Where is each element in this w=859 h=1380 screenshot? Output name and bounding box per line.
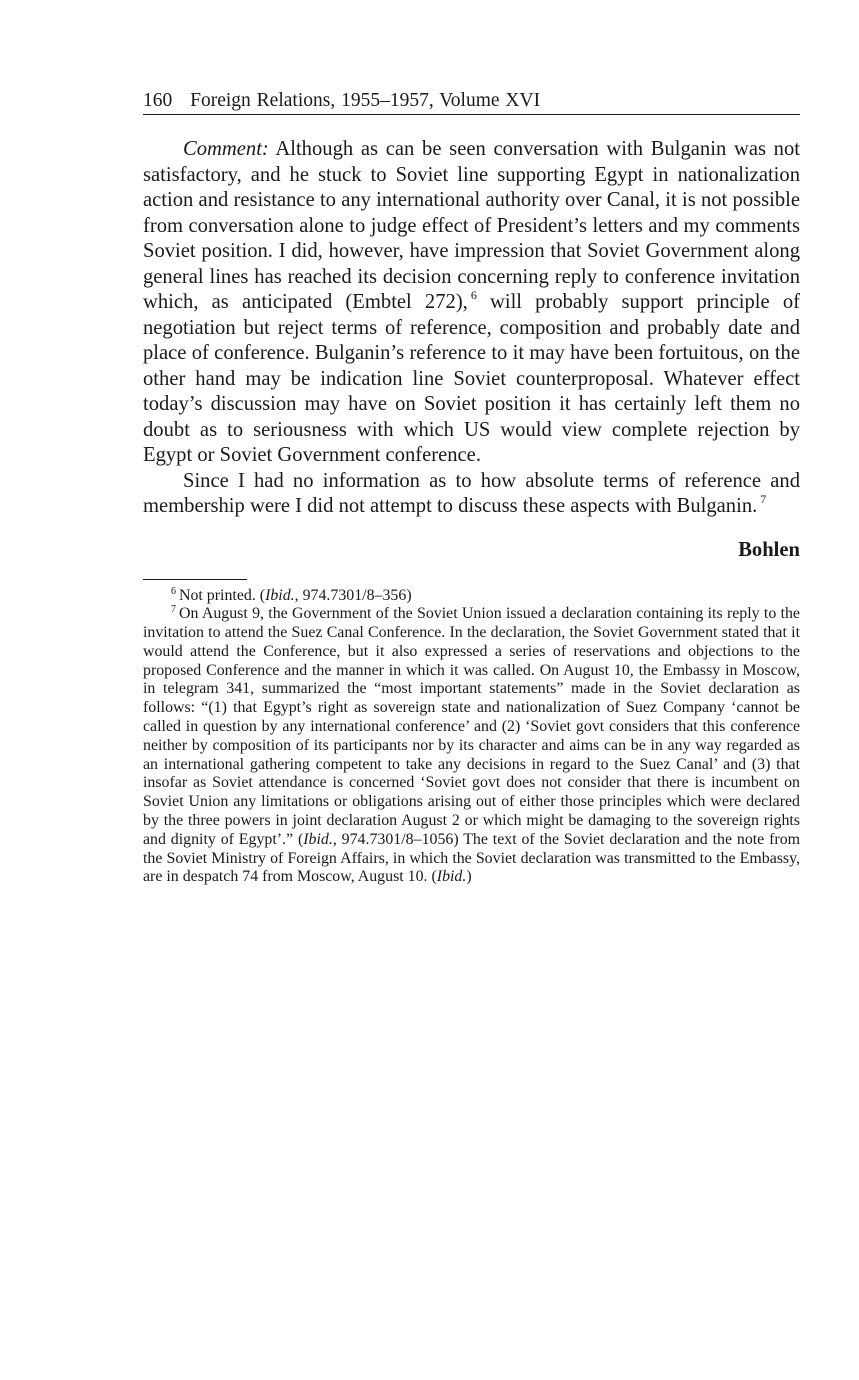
footnote-text: , 974.7301/8–1056) The text of the Soviet declaration and the note from the Soviet Ministry of Foreign Affairs, in which the Soviet declaration was transmitted to the Embassy, are in despatch 74 from Moscow, August 10. ( xyxy=(143,830,800,886)
footnote-divider xyxy=(143,579,247,580)
paragraph-text: Although as can be seen conversation with Bulganin was not satisfactory, and he stuck to Soviet line supporting Egypt in nationalization action and resistance to any international authority over Canal, it is not possible from conversation alone to judge effect of President’s letters and my comments Soviet position. I did, however, have impression that Soviet Government along general lines has reached its decision concerning reply to conference invitation which, as anticipated (Embtel 272), xyxy=(143,138,800,313)
running-header xyxy=(143,88,800,115)
footnote-7 xyxy=(143,605,800,887)
footnote-marker: 6 xyxy=(171,585,176,597)
main-text xyxy=(143,137,800,520)
footnote-marker: 7 xyxy=(171,604,176,616)
paragraph-since xyxy=(143,469,800,520)
footnote-text: ) xyxy=(466,868,472,886)
page-number: 160 xyxy=(143,90,173,111)
footnote-text: Not printed. ( xyxy=(179,586,266,604)
footnote-text: On August 9, the Government of the Soviet Union issued a declaration containing its reply to the invitation to attend the Suez Canal Conference. In the declaration, the Soviet Government stated that it would attend the Conference, but it also expressed a series of reservations and objections to the proposed Conference and the manner in which it was called. On August 10, the Embassy in Moscow, in telegram 341, summarized the “most important statements” made in the Soviet declaration as follows: “(1) that Egypt’s right as sovereign state and nationalization of Suez Company ‘cannot be called in question by any international conference’ and (2) ‘Soviet govt considers that this conference neither by composition of its participants nor by its character and aims can be in any way regarded as an international gathering competent to take any decisions in regard to the Suez Canal’ and (3) that insofar as Soviet attendance is concerned ‘Soviet govt does not consider that there is incumbent on Soviet Union any limitations or obligations arising out of either those principles which were declared by the three powers in joint declaration August 2 or which might be damaging to the sovereign rights and dignity of Egypt’.” ( xyxy=(143,605,800,848)
signature: Bohlen xyxy=(738,538,800,561)
footnote-ibid: Ibid. xyxy=(265,586,295,604)
footnote-text: , 974.7301/8–356) xyxy=(294,586,412,604)
running-title: Foreign Relations, 1955–1957, Volume XVI xyxy=(190,90,541,111)
footnote-ibid: Ibid. xyxy=(303,830,333,848)
footnotes xyxy=(143,587,800,888)
footnote-ref-6[interactable]: 6 xyxy=(470,288,477,302)
comment-label: Comment: xyxy=(183,138,269,160)
paragraph-text: will probably support principle of negotiation but reject terms of reference, composition and probably date and place of conference. Bulganin’s reference to it may have been fortuitous, on the other hand may be indication line Soviet counterproposal. Whatever effect today’s discussion may have on Soviet position it has certainly left them no doubt as to seriousness with which US would view complete rejection by Egypt or Soviet Government conference. xyxy=(143,291,800,466)
footnote-ref-7[interactable]: 7 xyxy=(760,492,767,506)
document-page xyxy=(143,88,800,887)
paragraph-text: Since I had no information as to how absolute terms of reference and membership were I did not attempt to discuss these aspects with Bulganin. xyxy=(143,469,800,517)
paragraph-comment xyxy=(143,137,800,469)
footnote-ibid: Ibid. xyxy=(436,868,467,886)
footnote-6 xyxy=(143,587,800,606)
